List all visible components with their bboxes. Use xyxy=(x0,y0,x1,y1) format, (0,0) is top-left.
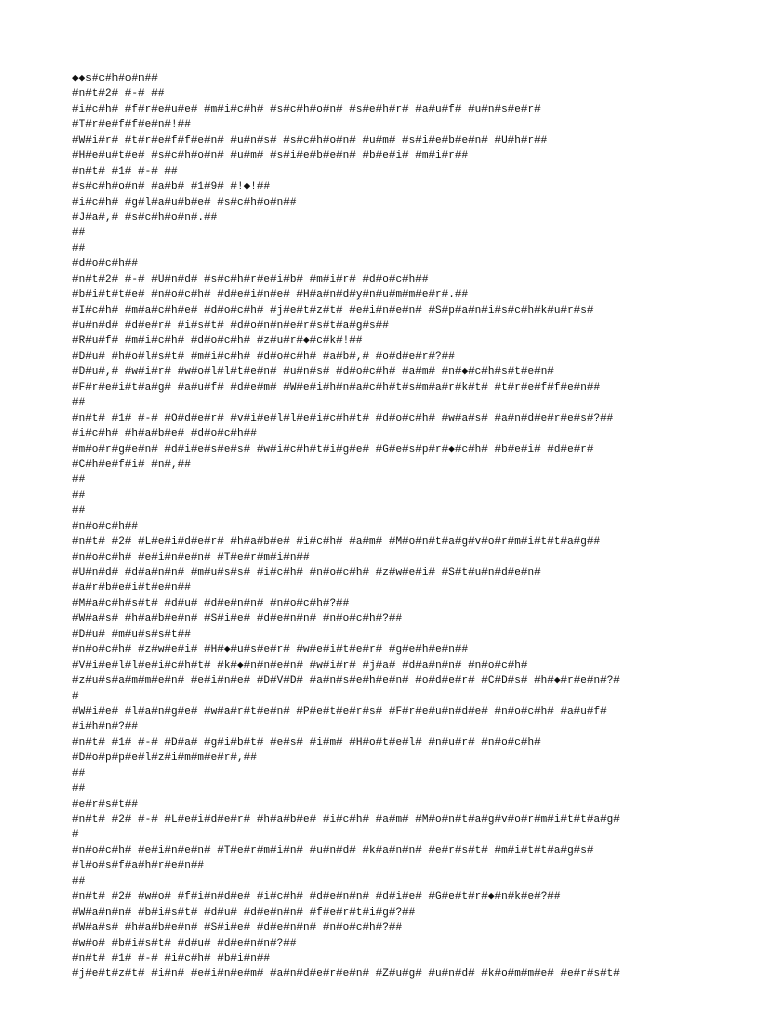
text-line: #s#c#h#o#n# #a#b# #1#9# #!◆!## xyxy=(72,181,271,194)
text-line: #C#h#e#f#i# #n#,## xyxy=(72,458,191,471)
text-line: #z#u#s#a#m#m#e#n# #e#i#n#e# #D#V#D# #a#n#s#e#h#e#n# #o#d#e#r# #C#D#s# #h#◆#r#e#n#?# xyxy=(72,675,620,688)
text-line: ## xyxy=(72,767,86,780)
text-line: #i#c#h# #g#l#a#u#b#e# #s#c#h#o#n## xyxy=(72,196,297,209)
text-line: ## xyxy=(72,489,86,502)
text-line: #n#t# #2# #L#e#i#d#e#r# #h#a#b#e# #i#c#h# #a#m# #M#o#n#t#a#g#v#o#r#m#i#t#t#a#g## xyxy=(72,536,601,549)
text-line: #J#a#,# #s#c#h#o#n#.## xyxy=(72,211,218,224)
text-line: #i#h#n#?## xyxy=(72,721,139,734)
text-line: #n#o#c#h# #e#i#n#e#n# #T#e#r#m#i#n# #u#n#d# #k#a#n#n# #e#r#s#t# #m#i#t#t#a#g#s# xyxy=(72,844,594,857)
text-line: #V#i#e#l#l#e#i#c#h#t# #k#◆#n#n#e#n# #w#i#r# #j#a# #d#a#n#n# #n#o#c#h# xyxy=(72,659,528,672)
text-line: #n#t#2# #-# #U#n#d# #s#c#h#r#e#i#b# #m#i#r# #d#o#c#h## xyxy=(72,273,429,286)
text-line: #n#o#c#h# #e#i#n#e#n# #T#e#r#m#i#n## xyxy=(72,551,310,564)
text-line: #b#i#t#t#e# #n#o#c#h# #d#e#i#n#e# #H#a#n#d#y#n#u#m#m#e#r#.## xyxy=(72,289,469,302)
text-line: ## xyxy=(72,783,86,796)
text-line: #d#o#c#h## xyxy=(72,258,139,271)
text-line: ## xyxy=(72,397,86,410)
text-line: #n#o#c#h## xyxy=(72,520,139,533)
text-line: ## xyxy=(72,505,86,518)
text-line: #n#t# #2# #w#o# #f#i#n#d#e# #i#c#h# #d#e#n#n# #d#i#e# #G#e#t#r#◆#n#k#e#?## xyxy=(72,891,561,904)
text-line: #M#a#c#h#s#t# #d#u# #d#e#n#n# #n#o#c#h#?## xyxy=(72,597,350,610)
text-line: #I#c#h# #m#a#c#h#e# #d#o#c#h# #j#e#t#z#t# #e#i#n#e#n# #S#p#a#n#i#s#c#h#k#u#r#s# xyxy=(72,304,594,317)
text-line: #W#i#e# #l#a#n#g#e# #w#a#r#t#e#n# #P#e#t#e#r#s# #F#r#e#u#n#d#e# #n#o#c#h# #a#u#f# xyxy=(72,705,607,718)
text-line: #n#t#2# #-# ## xyxy=(72,88,165,101)
text-line: #H#e#u#t#e# #s#c#h#o#n# #u#m# #s#i#e#b#e#n# #b#e#i# #m#i#r## xyxy=(72,150,469,163)
text-line: # xyxy=(72,829,79,842)
text-line: #F#r#e#i#t#a#g# #a#u#f# #d#e#m# #W#e#i#h#n#a#c#h#t#s#m#a#r#k#t# #t#r#e#f#f#e#n## xyxy=(72,381,601,394)
text-line: ## xyxy=(72,875,86,888)
text-line: #W#i#r# #t#r#e#f#f#e#n# #u#n#s# #s#c#h#o#n# #u#m# #s#i#e#b#e#n# #U#h#r## xyxy=(72,134,548,147)
text-line: #n#t# #1# #-# #D#a# #g#i#b#t# #e#s# #i#m# #H#o#t#e#l# #n#u#r# #n#o#c#h# xyxy=(72,736,541,749)
text-line: ## xyxy=(72,227,86,240)
text-line: #u#n#d# #d#e#r# #i#s#t# #d#o#n#n#e#r#s#t#a#g#s## xyxy=(72,320,389,332)
text-line: ◆◆s#c#h#o#n## xyxy=(72,73,158,85)
text-line: #D#u# #m#u#s#s#t## xyxy=(72,628,191,641)
text-line: #T#r#e#f#f#e#n#!## xyxy=(72,119,191,132)
text-line: #R#u#f# #m#i#c#h# #d#o#c#h# #z#u#r#◆#c#k#!## xyxy=(72,335,363,348)
text-line: #n#t# #2# #-# #L#e#i#d#e#r# #h#a#b#e# #i#c#h# #a#m# #M#o#n#t#a#g#v#o#r#m#i#t#t#a#g# xyxy=(72,814,620,826)
text-line: #l#o#s#f#a#h#r#e#n## xyxy=(72,860,205,873)
text-line: #W#a#s# #h#a#b#e#n# #S#i#e# #d#e#n#n# #n#o#c#h#?## xyxy=(72,922,403,935)
text-line: #D#u#,# #w#i#r# #w#o#l#l#t#e#n# #u#n#s# #d#o#c#h# #a#m# #n#◆#c#h#s#t#e#n# xyxy=(72,366,554,379)
text-line: #i#c#h# #f#r#e#u#e# #m#i#c#h# #s#c#h#o#n# #s#e#h#r# #a#u#f# #u#n#s#e#r# xyxy=(72,103,541,116)
text-line: #U#n#d# #d#a#n#n# #m#u#s#s# #i#c#h# #n#o#c#h# #z#w#e#i# #S#t#u#n#d#e#n# xyxy=(72,567,541,579)
text-line: #w#o# #b#i#s#t# #d#u# #d#e#n#n#?## xyxy=(72,937,297,950)
text-line: # xyxy=(72,690,79,703)
text-line: #i#c#h# #h#a#b#e# #d#o#c#h## xyxy=(72,428,257,441)
text-line: #n#o#c#h# #z#w#e#i# #H#◆#u#s#e#r# #w#e#i#t#e#r# #g#e#h#e#n## xyxy=(72,644,469,657)
text-line: #D#o#p#p#e#l#z#i#m#m#e#r#,## xyxy=(72,752,257,765)
text-line: ## xyxy=(72,242,86,255)
text-line: #W#a#n#n# #b#i#s#t# #d#u# #d#e#n#n# #f#e#r#t#i#g#?## xyxy=(72,906,416,919)
text-line: #W#a#s# #h#a#b#e#n# #S#i#e# #d#e#n#n# #n#o#c#h#?## xyxy=(72,613,403,626)
text-line: #j#e#t#z#t# #i#n# #e#i#n#e#m# #a#n#d#e#r#e#n# #Z#u#g# #u#n#d# #k#o#m#m#e# #e#r#s#t# xyxy=(72,968,620,981)
text-line: ## xyxy=(72,474,86,487)
text-line: #D#u# #h#o#l#s#t# #m#i#c#h# #d#o#c#h# #a#b#,# #o#d#e#r#?## xyxy=(72,350,455,363)
text-line: #n#t# #1# #-# #i#c#h# #b#i#n## xyxy=(72,952,271,965)
text-line: #a#r#b#e#i#t#e#n## xyxy=(72,582,191,595)
text-line: #m#o#r#g#e#n# #d#i#e#s#e#s# #w#i#c#h#t#i#g#e# #G#e#s#p#r#◆#c#h# #b#e#i# #d#e#r# xyxy=(72,443,594,456)
document-text xyxy=(72,72,712,983)
text-line: #n#t# #1# #-# ## xyxy=(72,165,178,178)
text-line: #n#t# #1# #-# #O#d#e#r# #v#i#e#l#l#e#i#c#h#t# #d#o#c#h# #w#a#s# #a#n#d#e#r#e#s#?## xyxy=(72,412,614,425)
text-line: #e#r#s#t## xyxy=(72,798,139,811)
